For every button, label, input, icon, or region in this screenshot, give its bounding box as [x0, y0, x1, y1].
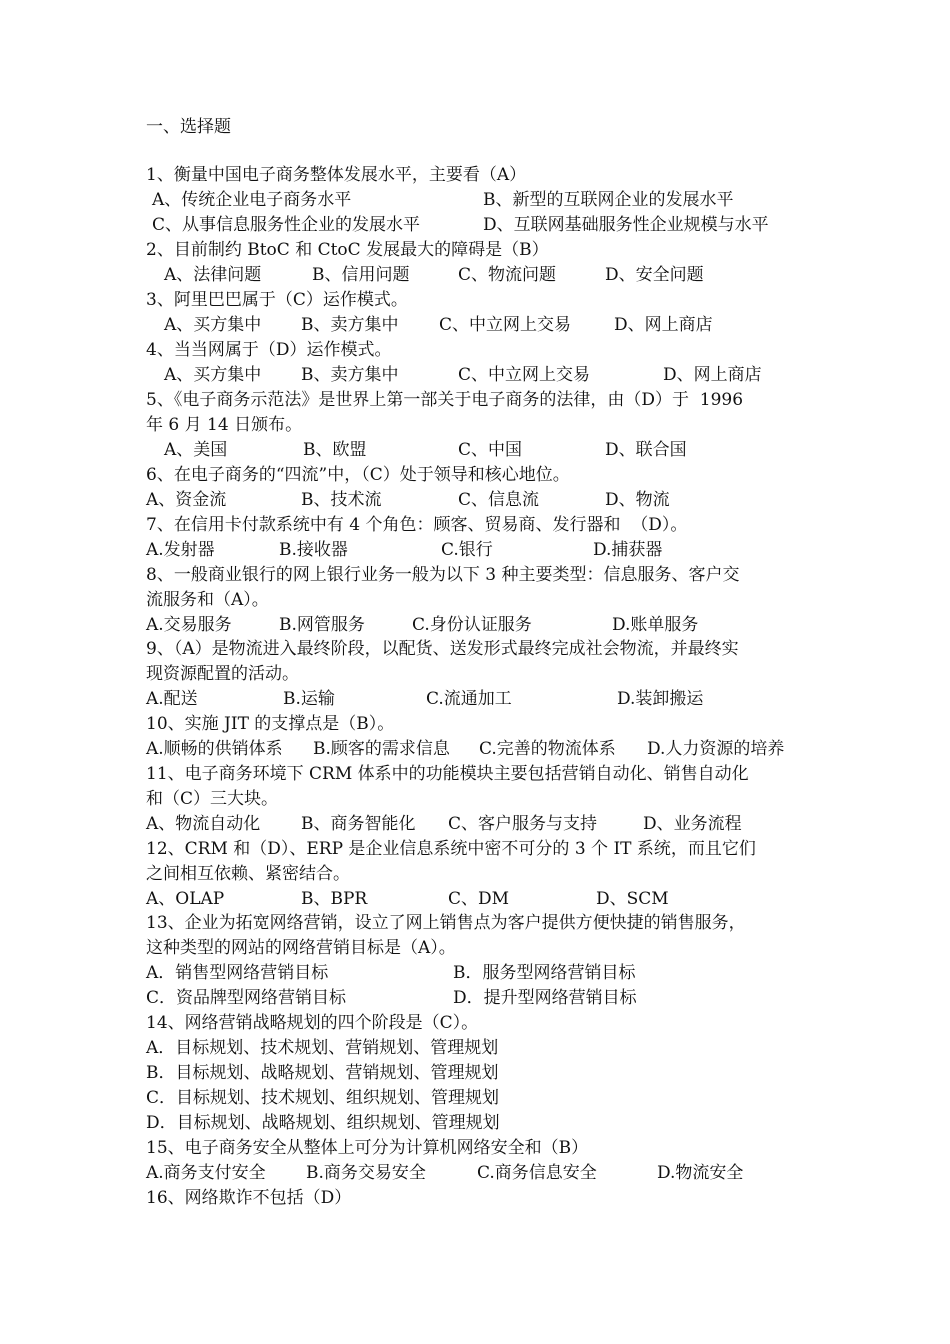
- q6-option-b: B、技术流: [301, 490, 382, 510]
- q13-option-c: C．资品牌型网络营销目标: [146, 988, 347, 1008]
- q11-option-a: A、物流自动化: [146, 814, 261, 834]
- q8-option-a: A.交易服务: [146, 615, 232, 635]
- question-11-stem-line-2: 和（C）三大块。: [146, 789, 279, 809]
- q9-option-a: A.配送: [146, 689, 198, 709]
- question-13-stem-line-2: 这种类型的网站的网络营销目标是（A）。: [146, 938, 456, 958]
- q5-option-a: A、美国: [164, 440, 228, 460]
- q12-option-c: C、DM: [448, 889, 510, 909]
- question-5-stem-line-2: 年 6 月 14 日颁布。: [146, 415, 303, 435]
- q14-option-b: B．目标规划、战略规划、营销规划、管理规划: [146, 1063, 499, 1083]
- question-2-stem: 2、目前制约 BtoC 和 CtoC 发展最大的障碍是（B）: [146, 240, 549, 260]
- q5-option-b: B、欧盟: [303, 440, 367, 460]
- q6-option-d: D、物流: [605, 490, 670, 510]
- q8-option-d: D.账单服务: [612, 615, 699, 635]
- q2-option-b: B、信用问题: [312, 265, 410, 285]
- q13-option-a: A．销售型网络营销目标: [146, 963, 329, 983]
- q13-option-d: D．提升型网络营销目标: [453, 988, 637, 1008]
- q10-option-d: D.人力资源的培养: [647, 739, 785, 759]
- question-12-stem-line-2: 之间相互依赖、紧密结合。: [146, 864, 350, 884]
- question-8-stem-line-2: 流服务和（A）。: [146, 590, 269, 610]
- q7-option-a: A.发射器: [146, 540, 215, 560]
- question-8-stem-line-1: 8、一般商业银行的网上银行业务一般为以下 3 种主要类型：信息服务、客户交: [146, 565, 740, 585]
- q6-option-c: C、信息流: [458, 490, 540, 510]
- q2-option-d: D、安全问题: [605, 265, 704, 285]
- q14-option-a: A．目标规划、技术规划、营销规划、管理规划: [146, 1038, 499, 1058]
- q14-option-d: D．目标规划、战略规划、组织规划、管理规划: [146, 1113, 500, 1133]
- q5-option-c: C、中国: [458, 440, 523, 460]
- question-14-stem: 14、网络营销战略规划的四个阶段是（C）。: [146, 1013, 479, 1033]
- question-9-stem-line-1: 9、（A）是物流进入最终阶段，以配货、送发形式最终完成社会物流，并最终实: [146, 639, 739, 659]
- q2-option-a: A、法律问题: [164, 265, 262, 285]
- question-11-stem-line-1: 11、电子商务环境下 CRM 体系中的功能模块主要包括营销自动化、销售自动化: [146, 764, 749, 784]
- q3-option-c: C、中立网上交易: [439, 315, 572, 335]
- q12-option-b: B、BPR: [301, 889, 368, 909]
- q11-option-b: B、商务智能化: [301, 814, 416, 834]
- q12-option-d: D、SCM: [596, 889, 669, 909]
- q12-option-a: A、OLAP: [146, 889, 225, 909]
- q13-option-b: B．服务型网络营销目标: [453, 963, 636, 983]
- q15-option-d: D.物流安全: [657, 1163, 744, 1183]
- q1-option-b: B、新型的互联网企业的发展水平: [483, 190, 734, 210]
- q4-option-b: B、卖方集中: [301, 365, 399, 385]
- q14-option-c: C．目标规划、技术规划、组织规划、管理规划: [146, 1088, 500, 1108]
- q5-option-d: D、联合国: [605, 440, 687, 460]
- q4-option-d: D、网上商店: [663, 365, 762, 385]
- q7-option-c: C.银行: [441, 540, 493, 560]
- q3-option-d: D、网上商店: [614, 315, 713, 335]
- q7-option-d: D.捕获器: [593, 540, 663, 560]
- q8-option-c: C.身份认证服务: [412, 615, 532, 635]
- q4-option-a: A、买方集中: [164, 365, 262, 385]
- q6-option-a: A、资金流: [146, 490, 227, 510]
- question-13-stem-line-1: 13、企业为拓宽网络营销，设立了网上销售点为客户提供方便快捷的销售服务，: [146, 913, 746, 933]
- question-7-stem: 7、在信用卡付款系统中有 4 个角色：顾客、贸易商、发行器和 （D）。: [146, 515, 688, 535]
- q2-option-c: C、物流问题: [458, 265, 557, 285]
- q10-option-c: C.完善的物流体系: [479, 739, 616, 759]
- question-10-stem: 10、实施 JIT 的支撑点是（B）。: [146, 714, 395, 734]
- q15-option-a: A.商务支付安全: [146, 1163, 266, 1183]
- q9-option-b: B.运输: [283, 689, 335, 709]
- q1-option-d: D、互联网基础服务性企业规模与水平: [483, 215, 769, 235]
- question-16-stem: 16、网络欺诈不包括（D）: [146, 1188, 352, 1208]
- q10-option-a: A.顺畅的供销体系: [146, 739, 283, 759]
- question-1-stem: 1、衡量中国电子商务整体发展水平，主要看（A）: [146, 165, 527, 185]
- question-9-stem-line-2: 现资源配置的活动。: [146, 664, 299, 684]
- question-3-stem: 3、阿里巴巴属于（C）运作模式。: [146, 290, 408, 310]
- q15-option-b: B.商务交易安全: [306, 1163, 426, 1183]
- q10-option-b: B.顾客的需求信息: [313, 739, 450, 759]
- q1-option-a: A、传统企业电子商务水平: [152, 190, 352, 210]
- section-title: 一、选择题: [146, 117, 231, 137]
- question-4-stem: 4、当当网属于（D）运作模式。: [146, 340, 392, 360]
- q9-option-c: C.流通加工: [426, 689, 512, 709]
- q15-option-c: C.商务信息安全: [477, 1163, 597, 1183]
- question-6-stem: 6、在电子商务的“四流”中，（C）处于领导和核心地位。: [146, 465, 570, 485]
- question-15-stem: 15、电子商务安全从整体上可分为计算机网络安全和（B）: [146, 1138, 589, 1158]
- q7-option-b: B.接收器: [279, 540, 348, 560]
- q3-option-a: A、买方集中: [164, 315, 262, 335]
- q11-option-c: C、客户服务与支持: [448, 814, 598, 834]
- q8-option-b: B.网管服务: [279, 615, 365, 635]
- question-12-stem-line-1: 12、CRM 和（D）、ERP 是企业信息系统中密不可分的 3 个 IT 系统，而且它们: [146, 839, 756, 859]
- q4-option-c: C、中立网上交易: [458, 365, 591, 385]
- question-5-stem-line-1: 5、《电子商务示范法》是世界上第一部关于电子商务的法律，由（D）于 1996: [146, 390, 744, 410]
- q1-option-c: C、从事信息服务性企业的发展水平: [152, 215, 421, 235]
- q9-option-d: D.装卸搬运: [617, 689, 704, 709]
- q3-option-b: B、卖方集中: [301, 315, 399, 335]
- q11-option-d: D、业务流程: [643, 814, 742, 834]
